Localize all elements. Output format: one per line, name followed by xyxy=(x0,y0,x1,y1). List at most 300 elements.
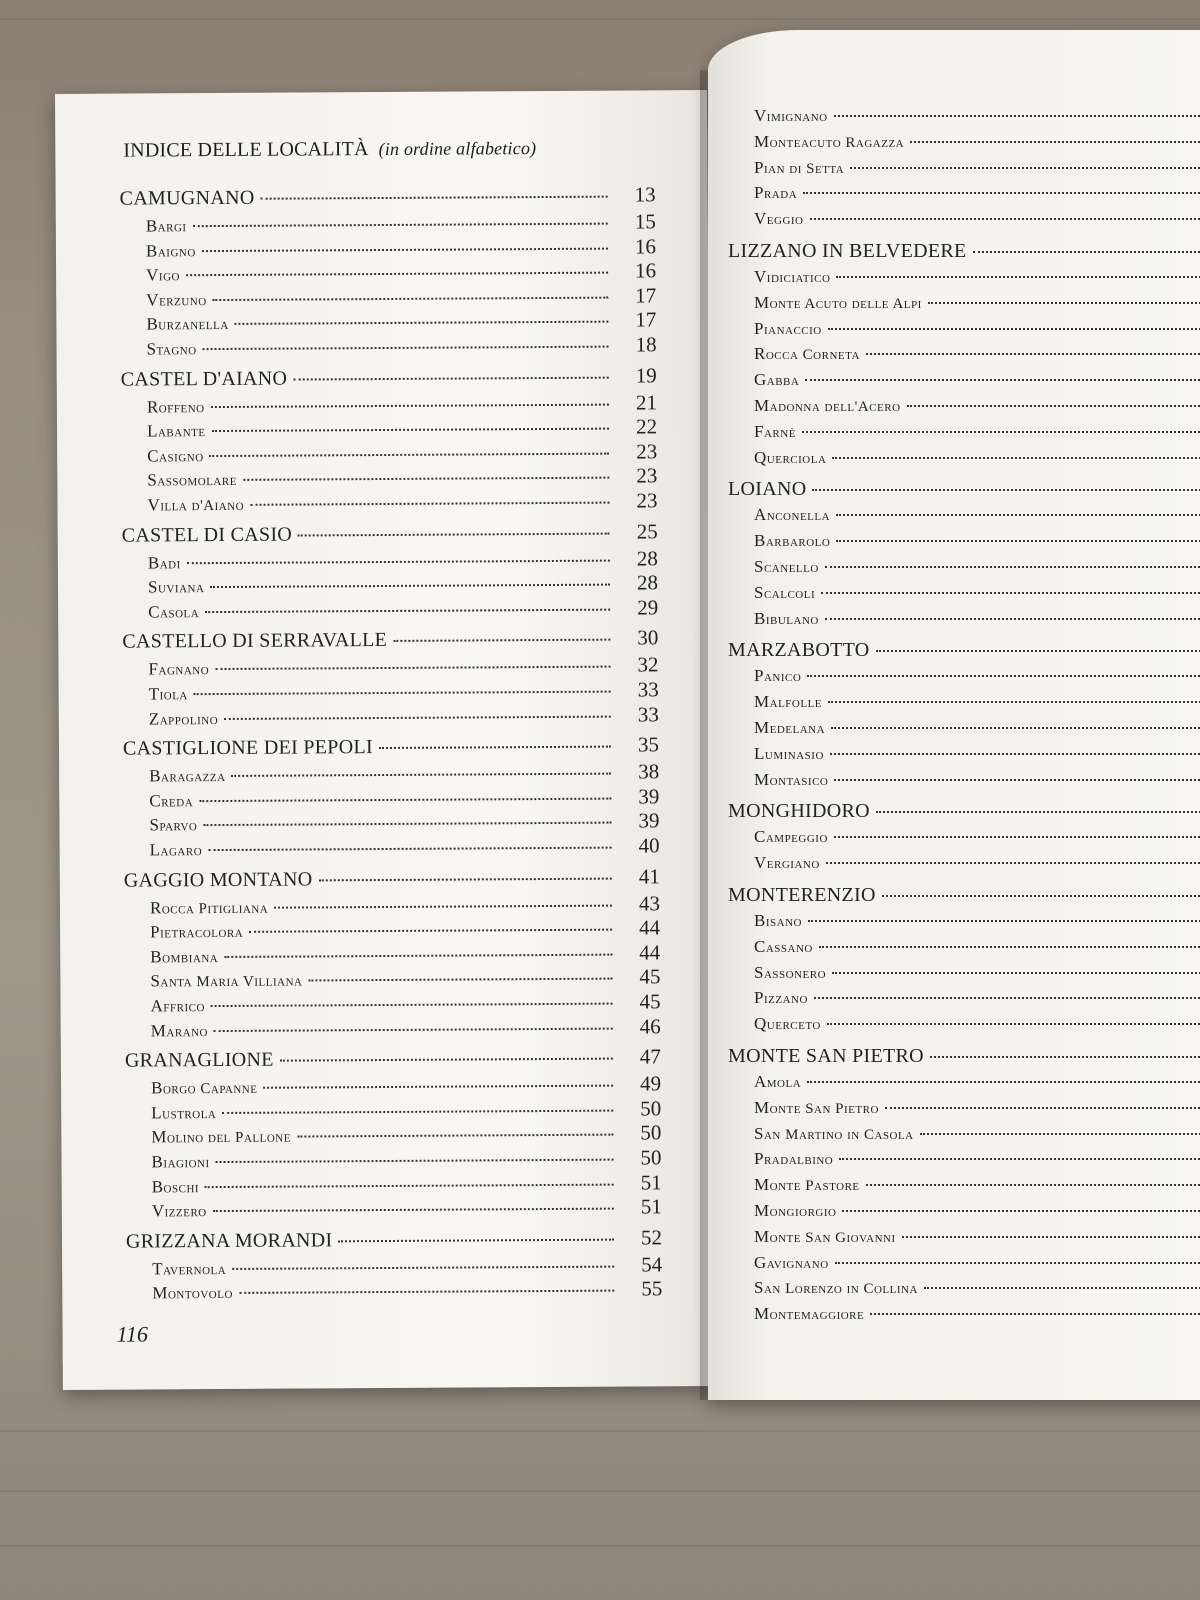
entry-name: Affrico xyxy=(150,996,205,1016)
leader-dots xyxy=(297,1134,613,1138)
entry-page-number: 55 xyxy=(641,1276,663,1301)
entry-name: CASTIGLIONE DEI PEPOLI xyxy=(122,736,373,760)
leader-dots xyxy=(203,346,609,350)
entry-name: Burzanella xyxy=(146,314,229,334)
index-sub-entry xyxy=(754,132,1200,152)
entry-name: Campeggio xyxy=(754,827,828,847)
index-sub-entry xyxy=(754,718,1200,738)
entry-page-number: 50 xyxy=(640,1096,662,1121)
entry-name: Malfolle xyxy=(754,692,823,712)
index-sub-entry xyxy=(150,989,660,1017)
entry-page-number: 23 xyxy=(636,439,658,464)
leader-dots xyxy=(831,727,1200,729)
entry-name: Villa d'Aiano xyxy=(147,495,245,515)
index-group-entry xyxy=(120,182,656,210)
index-sub-entry xyxy=(151,1121,661,1149)
index-sub-entry xyxy=(151,1072,661,1100)
entry-page-number: 43 xyxy=(638,890,661,916)
leader-dots xyxy=(842,1210,1200,1212)
entry-name: Veggio xyxy=(754,209,804,229)
leader-dots xyxy=(866,353,1200,355)
leader-dots xyxy=(834,115,1200,117)
entry-name: Scanello xyxy=(754,557,819,576)
leader-dots xyxy=(834,836,1200,838)
leader-dots xyxy=(239,1290,614,1294)
leader-dots xyxy=(250,502,609,506)
index-sub-entry xyxy=(754,344,1200,364)
index-group-entry xyxy=(122,519,658,547)
leader-dots xyxy=(216,1159,614,1163)
entry-name: Bargi xyxy=(145,216,187,236)
entry-name: Pian di Setta xyxy=(754,157,845,177)
leader-dots xyxy=(832,972,1200,974)
entry-name: Barbarolo xyxy=(754,531,831,551)
entry-name: GRIZZANA MORANDI xyxy=(125,1229,333,1253)
index-sub-entry xyxy=(754,937,1200,957)
index-sub-entry xyxy=(754,505,1200,525)
entry-name: Vigo xyxy=(146,265,181,285)
entry-name: Bombiana xyxy=(150,947,219,967)
entry-page-number: 49 xyxy=(639,1071,662,1096)
index-sub-entry xyxy=(150,833,660,861)
entry-page-number: 28 xyxy=(636,570,659,595)
entry-page-number: 41 xyxy=(638,863,660,889)
leader-dots xyxy=(203,822,611,826)
leader-dots xyxy=(224,953,612,957)
index-sub-entry xyxy=(754,267,1200,287)
index-sub-entry xyxy=(152,1252,662,1280)
entry-name: Vergiano xyxy=(754,853,820,873)
leader-dots xyxy=(821,592,1200,594)
entry-name: Borgo Capanne xyxy=(151,1078,258,1098)
leader-dots xyxy=(210,452,610,456)
index-sub-entry xyxy=(146,332,656,360)
entry-name: MARZABOTTO xyxy=(728,639,870,662)
entry-name: Prada xyxy=(754,183,798,203)
index-group-entry xyxy=(123,733,659,761)
index-sub-entry xyxy=(146,308,656,336)
index-sub-entry xyxy=(146,259,656,287)
index-sub-entry xyxy=(150,916,660,944)
entry-name: Casola xyxy=(148,602,200,622)
entry-name: Querciola xyxy=(754,447,827,467)
index-sub-entry xyxy=(754,609,1200,629)
leader-dots xyxy=(825,618,1200,620)
index-sub-entry xyxy=(147,390,657,418)
entry-page-number: 22 xyxy=(635,414,658,439)
entry-page-number: 23 xyxy=(636,463,658,488)
index-sub-entry xyxy=(754,557,1200,577)
entry-name: MONTERENZIO xyxy=(728,884,876,906)
index-sub-entry xyxy=(147,415,657,443)
index-sub-entry xyxy=(754,666,1200,686)
entry-name: Bibulano xyxy=(754,608,819,628)
index-sub-entry xyxy=(151,1145,661,1173)
index-sub-entry xyxy=(754,1227,1200,1247)
leader-dots xyxy=(263,1085,613,1089)
index-sub-entry xyxy=(754,183,1200,203)
leader-dots xyxy=(232,1265,614,1269)
entry-name: MONGHIDORO xyxy=(728,800,870,823)
index-sub-entry xyxy=(754,1124,1200,1144)
entry-name: Montovolo xyxy=(152,1283,233,1303)
leader-dots xyxy=(850,167,1200,169)
entry-name: Creda xyxy=(149,791,194,811)
entry-name: CASTEL D'AIANO xyxy=(120,367,288,391)
entry-name: Suviana xyxy=(147,577,205,597)
entry-page-number: 16 xyxy=(635,258,657,283)
entry-name: Labante xyxy=(147,421,206,441)
leader-dots xyxy=(215,666,610,670)
index-sub-entry xyxy=(149,784,659,812)
entry-name: Panico xyxy=(754,666,802,686)
entry-name: Marano xyxy=(150,1020,209,1041)
entry-page-number: 54 xyxy=(641,1252,663,1277)
leader-dots xyxy=(393,639,610,642)
leader-dots xyxy=(274,904,612,908)
entry-name: Luminasio xyxy=(754,743,824,763)
entry-name: Baragazza xyxy=(149,766,226,786)
entry-page-number: 18 xyxy=(635,332,657,357)
leader-dots xyxy=(210,584,610,588)
leader-dots xyxy=(828,328,1200,330)
index-sub-entry xyxy=(754,853,1200,873)
entry-page-number: 44 xyxy=(639,940,661,965)
entry-name: Casigno xyxy=(147,446,204,466)
leader-dots xyxy=(319,877,612,881)
index-sub-entry xyxy=(754,209,1200,229)
leader-dots xyxy=(222,1109,613,1113)
leader-dots xyxy=(902,1236,1200,1238)
leader-dots xyxy=(866,1184,1200,1186)
leader-dots xyxy=(293,376,609,380)
entry-name: Biagioni xyxy=(151,1152,210,1172)
index-group-entry xyxy=(122,626,658,654)
entry-page-number: 51 xyxy=(640,1194,662,1219)
index-sub-entry xyxy=(754,1072,1200,1092)
leader-dots xyxy=(308,978,612,982)
entry-name: Baigno xyxy=(145,240,196,261)
index-sub-entry xyxy=(151,1014,661,1042)
index-sub-entry xyxy=(754,770,1200,790)
leader-dots xyxy=(199,797,611,802)
index-sub-entry xyxy=(754,988,1200,1008)
entry-name: GAGGIO MONTANO xyxy=(123,868,313,892)
index-heading xyxy=(123,137,536,163)
index-sub-entry xyxy=(146,283,656,311)
leader-dots xyxy=(235,321,609,325)
index-group-entry xyxy=(728,639,1200,662)
leader-dots xyxy=(834,779,1200,781)
entry-name: Vidiciatico xyxy=(754,267,831,286)
entry-name: Pianaccio xyxy=(754,318,822,338)
entry-page-number: 33 xyxy=(637,701,659,727)
entry-name: Molino del Pallone xyxy=(151,1127,291,1147)
index-sub-entry xyxy=(150,965,660,993)
index-sub-entry xyxy=(754,396,1200,416)
entry-page-number: 28 xyxy=(636,545,658,571)
entry-name: Zappolino xyxy=(148,708,219,729)
index-group-entry xyxy=(728,884,1200,907)
entry-name: Amola xyxy=(754,1072,802,1091)
entry-page-number: 16 xyxy=(634,233,657,259)
index-sub-entry xyxy=(754,1201,1200,1221)
entry-name: Stagno xyxy=(146,339,197,359)
entry-name: Vimignano xyxy=(754,106,828,125)
entry-page-number: 33 xyxy=(637,677,659,702)
entry-name: Cassano xyxy=(754,936,813,956)
leader-dots xyxy=(810,218,1200,220)
leader-dots xyxy=(827,1023,1200,1025)
entry-name: Monte Pastore xyxy=(754,1175,860,1195)
entry-name: Pietracolora xyxy=(150,922,244,942)
index-sub-entry xyxy=(754,1175,1200,1195)
leader-dots xyxy=(870,1313,1200,1315)
leader-dots xyxy=(836,276,1200,278)
entry-name: Monte Acuto delle Alpi xyxy=(754,292,922,312)
leader-dots xyxy=(812,489,1200,491)
entry-page-number: 39 xyxy=(638,784,660,809)
entry-name: Santa Maria Villiana xyxy=(150,971,303,991)
leader-dots xyxy=(224,715,611,719)
index-sub-entry xyxy=(754,448,1200,468)
entry-name: MONTE SAN PIETRO xyxy=(728,1045,924,1067)
leader-dots xyxy=(826,862,1200,864)
leader-dots xyxy=(836,540,1200,542)
entry-name: Roffeno xyxy=(146,396,205,417)
index-sub-entry xyxy=(149,702,659,730)
entry-name: Monte San Pietro xyxy=(754,1097,879,1117)
entry-page-number: 46 xyxy=(639,1013,661,1039)
leader-dots xyxy=(973,251,1200,253)
entry-page-number: 40 xyxy=(638,833,660,858)
index-sub-entry xyxy=(152,1170,662,1198)
leader-dots xyxy=(280,1058,613,1062)
entry-name: San Martino in Casola xyxy=(754,1123,914,1143)
index-sub-entry xyxy=(146,234,656,262)
index-sub-entry xyxy=(149,677,659,705)
leader-dots xyxy=(232,773,612,777)
index-sub-entry xyxy=(150,891,660,919)
index-sub-entry xyxy=(152,1277,662,1305)
entry-name: Anconella xyxy=(754,505,831,525)
entry-name: LOIANO xyxy=(728,478,807,501)
entry-name: Monteacuto Ragazza xyxy=(754,131,905,151)
entry-page-number: 45 xyxy=(639,989,661,1014)
entry-name: Mongiorgio xyxy=(754,1201,837,1220)
index-sub-entry xyxy=(754,1278,1200,1298)
entry-name: Lustrola xyxy=(151,1103,217,1123)
entry-name: Monte San Giovanni xyxy=(754,1226,896,1246)
entry-name: Sparvo xyxy=(149,815,198,835)
index-sub-entry xyxy=(754,583,1200,603)
leader-dots xyxy=(819,946,1200,948)
page-number: 116 xyxy=(116,1321,149,1347)
index-sub-entry xyxy=(148,595,658,623)
entry-name: LIZZANO IN BELVEDERE xyxy=(728,240,967,262)
index-group-entry xyxy=(124,864,660,892)
index-sub-entry xyxy=(754,963,1200,983)
entry-page-number: 50 xyxy=(640,1120,662,1145)
index-sub-entry xyxy=(754,911,1200,931)
entry-name: Badi xyxy=(147,552,181,573)
entry-name: Sassonero xyxy=(754,962,827,982)
index-sub-entry xyxy=(754,1253,1200,1273)
entry-page-number: 32 xyxy=(637,652,659,677)
entry-name: Bisano xyxy=(754,911,802,930)
entry-name: Madonna dell'Acero xyxy=(754,396,901,415)
entry-name: Gabba xyxy=(754,370,800,390)
entry-page-number: 25 xyxy=(636,518,658,544)
leader-dots xyxy=(213,1208,614,1212)
entry-name: Boschi xyxy=(151,1176,200,1197)
leader-dots xyxy=(924,1287,1200,1289)
entry-name: Fagnano xyxy=(148,659,210,679)
leader-dots xyxy=(208,847,611,851)
index-sub-entry xyxy=(754,827,1200,847)
leader-dots xyxy=(930,1056,1200,1058)
entry-page-number: 50 xyxy=(640,1145,662,1170)
leader-dots xyxy=(808,920,1200,922)
index-sub-entry xyxy=(151,1096,661,1124)
index-group-entry xyxy=(728,478,1200,501)
leader-dots xyxy=(830,753,1200,755)
leader-dots xyxy=(876,650,1200,652)
leader-dots xyxy=(835,1262,1200,1264)
entry-name: Rocca Pitigliana xyxy=(149,897,269,918)
left-page xyxy=(55,90,715,1390)
entry-page-number: 52 xyxy=(640,1225,663,1250)
leader-dots xyxy=(205,608,610,612)
leader-dots xyxy=(187,559,610,564)
leader-dots xyxy=(825,566,1200,568)
entry-page-number: 38 xyxy=(638,759,660,784)
leader-dots xyxy=(211,1003,613,1007)
leader-dots xyxy=(839,1158,1200,1160)
leader-dots xyxy=(928,302,1200,304)
leader-dots xyxy=(205,1183,614,1187)
leader-dots xyxy=(379,746,611,749)
leader-dots xyxy=(803,192,1200,194)
leader-dots xyxy=(885,1107,1200,1109)
right-page xyxy=(708,30,1200,1400)
entry-name: Montasico xyxy=(754,769,829,789)
entry-name: Medelana xyxy=(754,718,826,737)
entry-name: CASTEL DI CASIO xyxy=(121,523,293,547)
index-sub-entry xyxy=(148,653,658,681)
leader-dots xyxy=(214,1027,613,1031)
index-sub-entry xyxy=(148,571,658,599)
leader-dots xyxy=(186,272,608,277)
entry-page-number: 19 xyxy=(635,362,657,388)
leader-dots xyxy=(828,701,1200,703)
entry-name: Gavignano xyxy=(754,1252,829,1272)
index-sub-entry xyxy=(754,319,1200,339)
index-sub-entry xyxy=(754,1149,1200,1169)
entry-page-number: 29 xyxy=(637,595,659,620)
entry-page-number: 47 xyxy=(639,1044,661,1069)
index-sub-entry xyxy=(147,488,657,516)
index-group-entry xyxy=(126,1225,662,1253)
entry-page-number: 45 xyxy=(639,964,661,989)
index-sub-entry xyxy=(754,293,1200,313)
index-group-entry xyxy=(121,363,657,391)
entry-name: Pradalbino xyxy=(754,1149,834,1169)
index-sub-entry xyxy=(754,106,1200,126)
leader-dots xyxy=(920,1133,1200,1135)
entry-page-number: 39 xyxy=(638,808,660,833)
index-sub-entry xyxy=(754,531,1200,551)
entry-page-number: 17 xyxy=(635,307,657,332)
leader-dots xyxy=(907,405,1200,407)
leader-dots xyxy=(802,431,1200,433)
index-group-entry xyxy=(728,240,1200,263)
entry-name: Vizzero xyxy=(151,1201,207,1221)
entry-name: Scalcoli xyxy=(754,582,816,602)
heading-note: (in ordine alfabetico) xyxy=(378,138,537,160)
index-sub-entry xyxy=(148,546,658,574)
leader-dots xyxy=(882,895,1200,897)
heading-title: INDICE DELLE LOCALITÀ xyxy=(123,138,369,162)
entry-name: Lagaro xyxy=(149,840,203,860)
leader-dots xyxy=(807,675,1200,677)
entry-page-number: 30 xyxy=(637,625,659,650)
entry-name: Farnè xyxy=(754,421,796,441)
entry-name: San Lorenzo in Collina xyxy=(754,1278,918,1298)
entry-page-number: 21 xyxy=(635,389,657,415)
leader-dots xyxy=(805,379,1200,381)
index-sub-entry xyxy=(754,744,1200,764)
leader-dots xyxy=(213,296,609,300)
leader-dots xyxy=(876,811,1200,813)
index-sub-entry xyxy=(146,209,656,237)
index-sub-entry xyxy=(754,1014,1200,1034)
leader-dots xyxy=(338,1238,614,1242)
index-sub-entry xyxy=(152,1195,662,1223)
index-sub-entry xyxy=(754,370,1200,390)
entry-name: Querceto xyxy=(754,1014,821,1034)
leader-dots xyxy=(836,514,1200,516)
index-sub-entry xyxy=(149,809,659,837)
entry-name: Tavernola xyxy=(152,1259,227,1279)
entry-page-number: 35 xyxy=(637,732,660,757)
entry-page-number: 17 xyxy=(635,283,657,308)
leader-dots xyxy=(212,428,610,432)
leader-dots xyxy=(243,477,609,481)
entry-name: CAMUGNANO xyxy=(119,186,255,210)
entry-page-number: 44 xyxy=(639,915,661,940)
index-sub-entry xyxy=(754,158,1200,178)
entry-page-number: 51 xyxy=(640,1169,662,1195)
index-sub-entry xyxy=(149,760,659,788)
leader-dots xyxy=(211,403,609,407)
entry-page-number: 23 xyxy=(636,488,658,513)
entry-name: Montemaggiore xyxy=(754,1304,865,1324)
entry-name: Verzuno xyxy=(146,290,207,310)
entry-name: GRANAGLIONE xyxy=(124,1048,274,1072)
leader-dots xyxy=(832,457,1200,459)
entry-page-number: 13 xyxy=(634,182,656,207)
entry-name: Pizzano xyxy=(754,988,808,1008)
index-sub-entry xyxy=(754,422,1200,442)
leader-dots xyxy=(814,997,1200,999)
index-group-entry xyxy=(125,1045,661,1073)
entry-page-number: 15 xyxy=(634,209,656,234)
leader-dots xyxy=(807,1081,1200,1083)
leader-dots xyxy=(193,223,608,228)
index-group-entry xyxy=(728,1045,1200,1068)
entry-name: Tiola xyxy=(148,684,188,704)
